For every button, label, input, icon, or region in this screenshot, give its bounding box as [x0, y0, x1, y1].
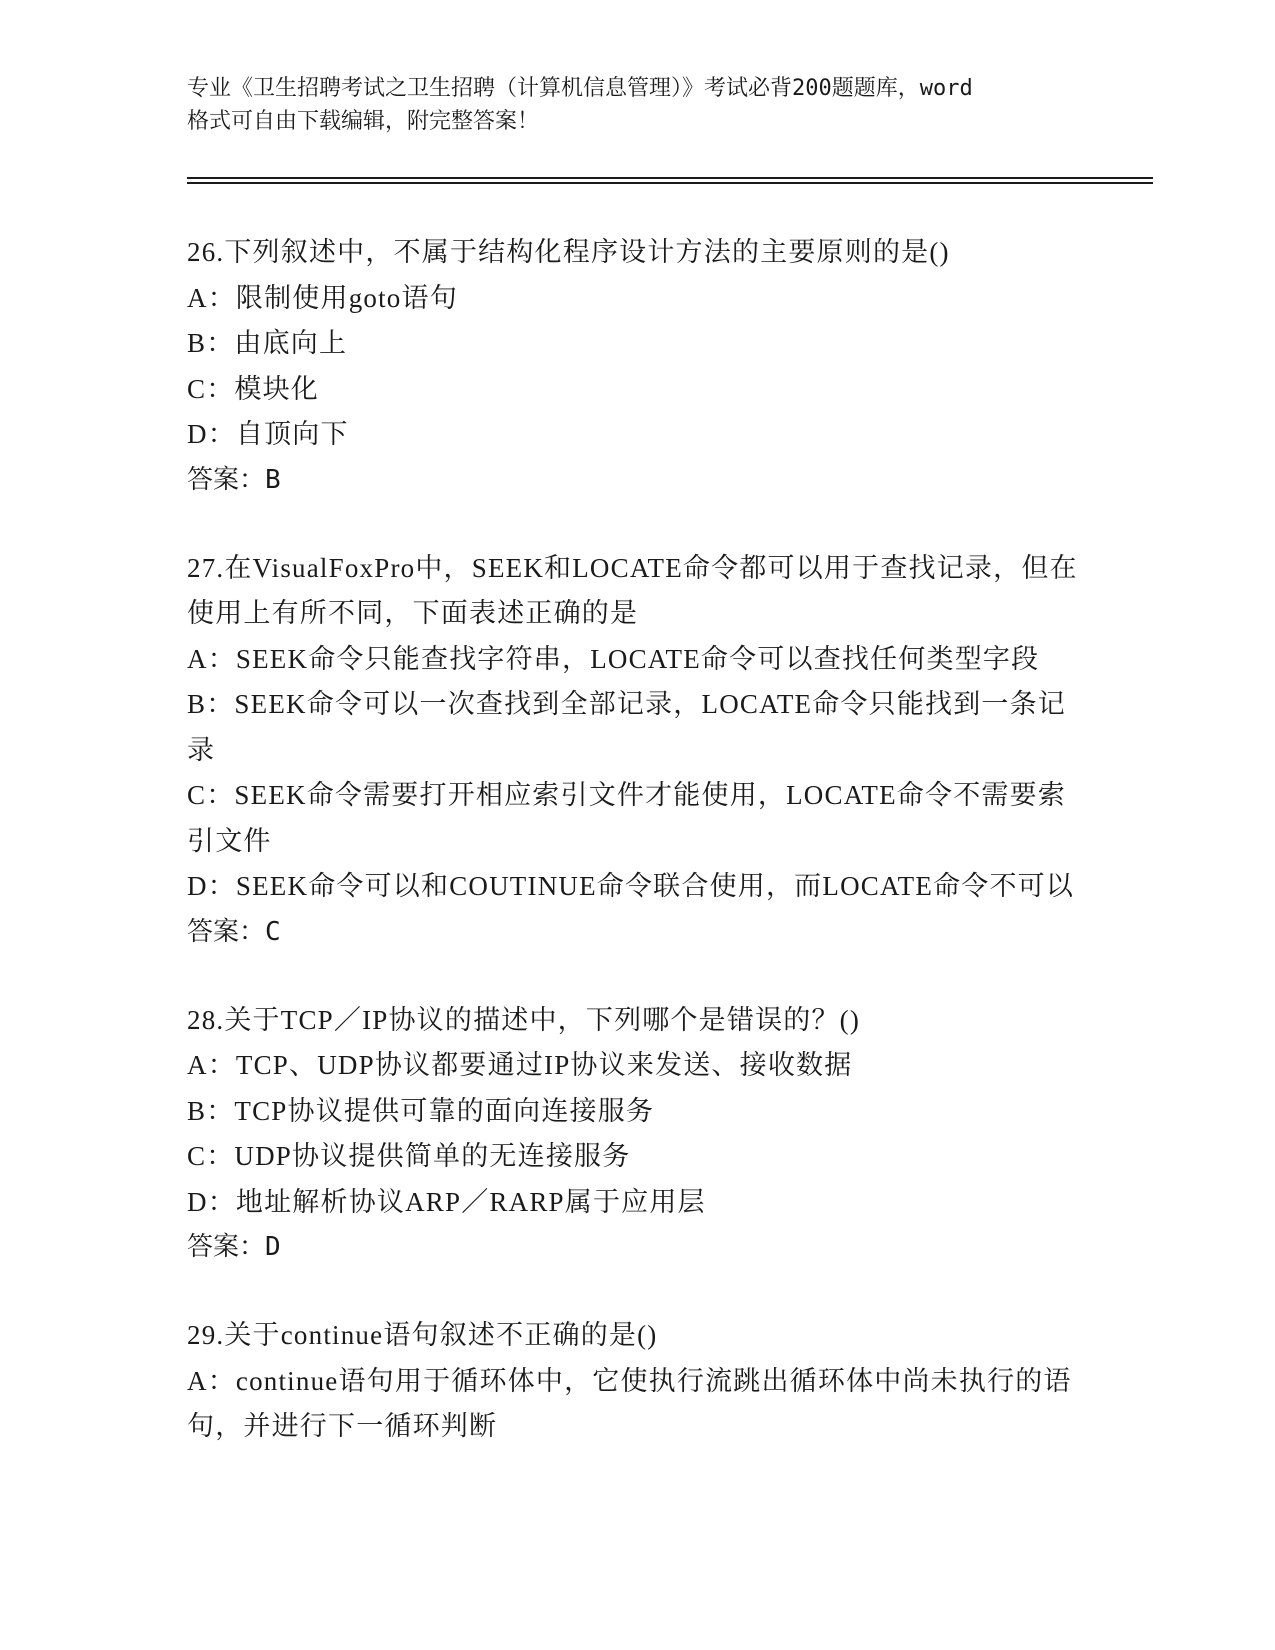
question-27 [187, 546, 1087, 954]
option-b: B：SEEK命令可以一次查找到全部记录，LOCATE命令只能找到一条记录 [187, 689, 1066, 765]
header-line-1: 专业《卫生招聘考试之卫生招聘（计算机信息管理）》考试必背200题题库，word [187, 76, 973, 101]
option-a: A：SEEK命令只能查找字符串，LOCATE命令可以查找任何类型字段 [187, 643, 1040, 674]
header-divider-bottom [187, 182, 1153, 184]
option-b: B：TCP协议提供可靠的面向连接服务 [187, 1095, 655, 1126]
question-28 [187, 998, 1087, 1270]
question-list [187, 230, 1087, 1494]
question-26 [187, 230, 1087, 502]
option-d: D：SEEK命令可以和COUTINUE命令联合使用，而LOCATE命令不可以 [187, 871, 1075, 901]
option-a: A：continue语句用于循环体中，它使执行流跳出循环体中尚未执行的语句，并进行下一循环判断 [187, 1365, 1072, 1441]
option-c: C：SEEK命令需要打开相应索引文件才能使用，LOCATE命令不需要索引文件 [187, 780, 1066, 856]
question-stem: 26.下列叙述中，不属于结构化程序设计方法的主要原则的是() [187, 237, 950, 267]
answer-label: 答案：B [187, 464, 281, 495]
question-stem: 28.关于TCP／IP协议的描述中，下列哪个是错误的？() [187, 1004, 861, 1035]
option-d: D：自顶向下 [187, 419, 349, 449]
option-d: D：地址解析协议ARP／RARP属于应用层 [187, 1186, 706, 1217]
answer-label: 答案：C [187, 916, 281, 947]
question-stem: 27.在VisualFoxPro中，SEEK和LOCATE命令都可以用于查找记录，但在使用上有所不同，下面表述正确的是 [187, 552, 1078, 628]
document-header [187, 72, 1087, 138]
option-a: A：限制使用goto语句 [187, 282, 458, 313]
question-29 [187, 1313, 1087, 1450]
header-divider-top [187, 177, 1153, 179]
answer-label: 答案：D [187, 1232, 281, 1262]
option-b: B：由底向上 [187, 328, 348, 358]
question-stem: 29.关于continue语句叙述不正确的是() [187, 1320, 658, 1350]
option-c: C：UDP协议提供简单的无连接服务 [187, 1141, 631, 1171]
option-c: C：模块化 [187, 373, 320, 404]
option-a: A：TCP、UDP协议都要通过IP协议来发送、接收数据 [187, 1050, 853, 1080]
header-line-2: 格式可自由下载编辑，附完整答案！ [187, 109, 540, 134]
